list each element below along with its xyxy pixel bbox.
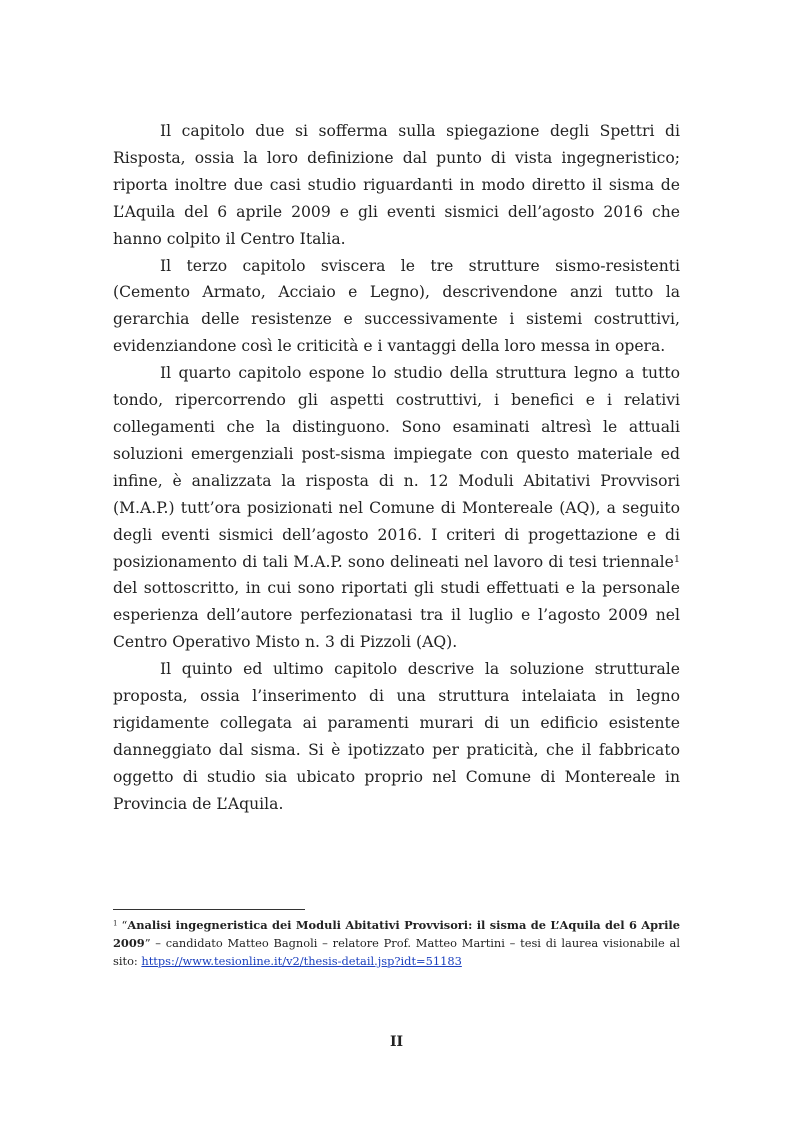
page-number: II <box>389 1034 404 1050</box>
footnote-separator <box>113 909 305 910</box>
footnote-open-quote: “ <box>117 918 128 932</box>
footnote-thesis-title: Analisi ingegneristica dei Moduli Abitativi Provvisori: il sisma de L’Aquila del 6 Aprile 2009 <box>113 918 680 950</box>
paragraph-chapter-three: Il terzo capitolo sviscera le tre strutture sismo-resistenti (Cemento Armato, Acciaio e Legno), descrivendone anzi tutto la gerarchia delle resistenze e successivamente i sistemi costruttivi, evidenziandone così le criticità e i vantaggi della loro messa in opera. <box>113 256 680 356</box>
paragraph-chapter-five: Il quinto ed ultimo capitolo descrive la soluzione strutturale proposta, ossia l’inserimento di una struttura intelaiata in legno rigidamente collegata ai paramenti murari di un edificio esistente danneggiato dal sisma. Si è ipotizzato per praticità, che il fabbricato oggetto di studio sia ubicato proprio nel Comune di Montereale in Provincia de L’Aquila. <box>113 660 680 813</box>
paragraph-chapter-four-text-cont: del sottoscritto, in cui sono riportati gli studi effettuati e la personale esperienza dell’autore perfezionatasi tra il luglio e l’agosto 2009 nel Centro Operativo Misto n. 3 di Pizzoli (AQ). <box>113 579 680 652</box>
footnote-number: 1 <box>113 918 118 928</box>
footnote-reference[interactable]: 1 <box>673 553 680 565</box>
paragraph-chapter-two: Il capitolo due si sofferma sulla spiegazione degli Spettri di Risposta, ossia la loro definizione dal punto di vista ingegneristico; riporta inoltre due casi studio riguardanti in modo diretto il sisma de L’Aquila del 6 aprile 2009 e gli eventi sismici dell’agosto 2016 che hanno colpito il Centro Italia. <box>113 122 680 248</box>
paragraph-chapter-four <box>113 360 680 656</box>
footnote-link[interactable]: https://www.tesionline.it/v2/thesis-detail.jsp?idt=51183 <box>141 953 462 968</box>
footnote-text: ” – candidato Matteo Bagnoli – relatore Prof. Matteo Martini – tesi di laurea visionabile al sito: <box>113 935 680 968</box>
paragraph-chapter-four-text: Il quarto capitolo espone lo studio della struttura legno a tutto tondo, ripercorrendo gli aspetti costruttivi, i benefici e i relativi collegamenti che la distinguono. Sono esaminati altresì le attuali soluzioni emergenziali post-sisma impiegate con questo materiale ed infine, è analizzata la risposta di n. 12 Moduli Abitativi Provvisori (M.A.P.) tutt’ora posizionati nel Comune di Montereale (AQ), a seguito degli eventi sismici dell’agosto 2016. I criteri di progettazione e di posizionamento di tali M.A.P. sono delineati nel lavoro di tesi triennale <box>113 364 680 571</box>
body-text <box>113 118 680 818</box>
footnote <box>113 917 680 970</box>
